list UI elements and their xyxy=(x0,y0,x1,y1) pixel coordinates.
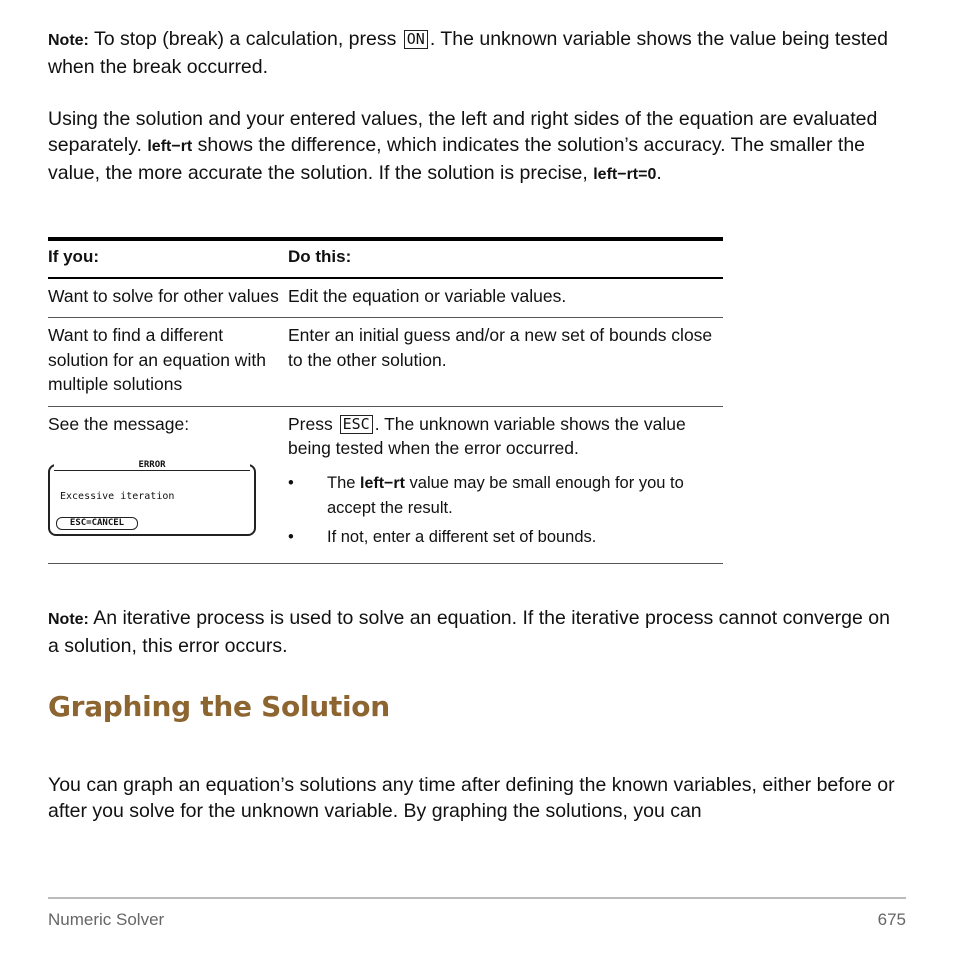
esc-cancel-button: ESC=CANCEL xyxy=(56,517,138,530)
paragraph-period: . xyxy=(656,162,662,184)
left-rt-zero-code: left−rt=0 xyxy=(593,166,657,183)
left-rt-code: left−rt xyxy=(360,474,405,492)
cell-if-message xyxy=(48,406,288,563)
on-key: ON xyxy=(404,30,428,49)
bullet-text: If not, enter a different set of bounds. xyxy=(327,527,597,546)
header-do-this: Do this: xyxy=(288,239,723,278)
bullet-icon: • xyxy=(288,473,294,492)
header-if-you: If you: xyxy=(48,239,288,278)
see-message-label: See the message: xyxy=(48,413,190,434)
bullet-text: The xyxy=(327,473,361,492)
note-text: To stop (break) a calculation, press xyxy=(88,28,402,50)
cell-if: Want to solve for other values xyxy=(48,278,288,318)
bullet-list xyxy=(288,471,723,550)
table-row-message xyxy=(48,406,723,563)
note-label: Note: xyxy=(48,32,89,49)
esc-key: ESC xyxy=(340,415,373,434)
cell-do-message xyxy=(288,406,723,563)
cell-do: Enter an initial guess and/or a new set of bounds close to the other solution. xyxy=(288,318,723,407)
press-esc-desc: . The unknown variable shows the value being tested when the error occurred. xyxy=(288,413,686,458)
page-number: 675 xyxy=(877,910,906,929)
error-screen xyxy=(48,460,254,534)
press-label: Press xyxy=(288,413,338,434)
note-text: An iterative process is used to solve an equation. If the iterative process cannot converge on a solution, this error occurs. xyxy=(48,607,890,657)
action-table xyxy=(48,237,723,564)
bullet-icon: • xyxy=(288,527,294,546)
paragraph-text-cont: shows the difference, which indicates the solution’s accuracy. The smaller the value, the more accurate the solution. If the solution is precise, xyxy=(48,134,866,184)
list-item xyxy=(288,471,723,521)
bullet-text-cont: value may be small enough for you to accept the result. xyxy=(327,473,684,517)
list-item xyxy=(288,525,723,550)
note-label: Note: xyxy=(48,611,89,628)
error-message: Excessive iteration xyxy=(60,491,175,502)
cell-if: Want to find a different solution for an equation with multiple solutions xyxy=(48,318,288,407)
accuracy-paragraph xyxy=(48,106,898,188)
table-header-row xyxy=(48,239,723,278)
note-text-cont: . The unknown variable shows the value being tested when the break occurred. xyxy=(48,28,889,78)
table-row xyxy=(48,318,723,407)
left-rt-code: left−rt xyxy=(147,138,193,155)
press-esc-text xyxy=(288,412,723,461)
error-title: ERROR xyxy=(54,460,250,471)
paragraph-text: Using the solution and your entered values, the left and right sides of the equation are evaluated separately. xyxy=(48,108,878,156)
cell-do: Edit the equation or variable values. xyxy=(288,278,723,318)
table-row xyxy=(48,278,723,318)
section-heading: Graphing the Solution xyxy=(48,690,390,723)
note-iterative xyxy=(48,605,898,659)
footer-chapter: Numeric Solver xyxy=(48,910,165,929)
footer-divider xyxy=(48,897,906,899)
graphing-paragraph: You can graph an equation’s solutions any time after defining the known variables, either before or after you solve for the unknown variable. By graphing the solutions, you can xyxy=(48,774,895,822)
note-break xyxy=(48,26,898,80)
